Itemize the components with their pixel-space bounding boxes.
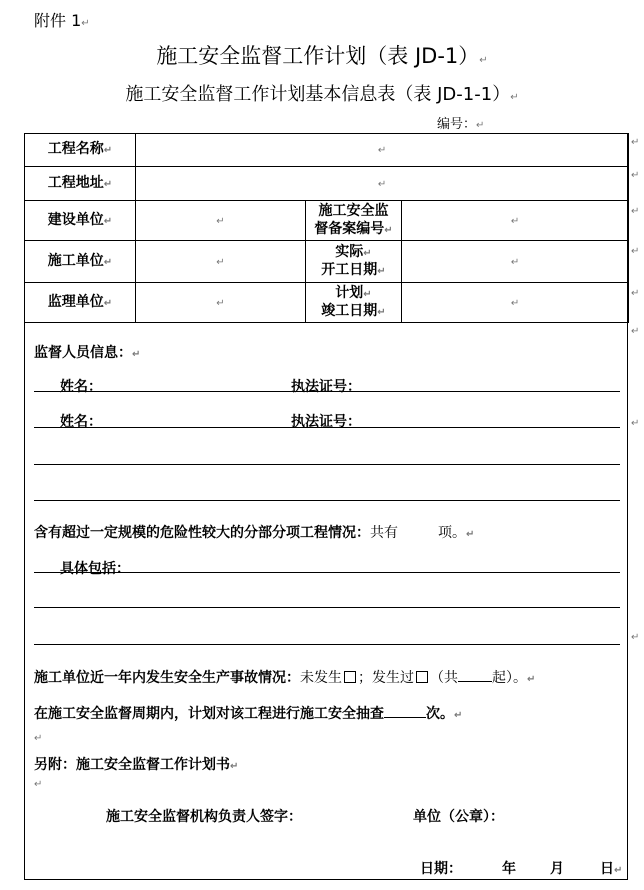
para-mark: ↵ bbox=[631, 418, 640, 429]
date-year: 年 bbox=[502, 861, 516, 877]
para-mark: ↵ bbox=[34, 733, 43, 744]
serial-number-label: 编号：↵ bbox=[437, 117, 485, 132]
value-record-number[interactable]: ↵ bbox=[402, 201, 629, 241]
inspector-info-label: 监督人员信息：↵ bbox=[34, 345, 141, 361]
para-mark: ↵ bbox=[631, 288, 640, 299]
inspector-1-cert-label: 执法证号： bbox=[291, 379, 361, 395]
para-mark: ↵ bbox=[631, 632, 640, 643]
label-project-name: 工程名称↵ bbox=[25, 134, 136, 167]
basic-info-table bbox=[24, 133, 629, 323]
label-builder: 建设单位↵ bbox=[25, 201, 136, 241]
label-finish-date: 计划↵ 竣工日期↵ bbox=[306, 283, 402, 323]
value-builder[interactable]: ↵ bbox=[136, 201, 306, 241]
label-contractor: 施工单位↵ bbox=[25, 241, 136, 283]
label-record-number: 施工安全监 督备案编号↵ bbox=[306, 201, 402, 241]
inspector-1-line[interactable] bbox=[34, 391, 620, 392]
signature-label: 施工安全监督机构负责人签字： bbox=[106, 809, 302, 825]
inspection-plan-line: 在施工安全监督周期内，计划对该工程进行施工安全抽查 次。↵ bbox=[34, 706, 463, 722]
inspector-blank-line-1[interactable] bbox=[34, 464, 620, 465]
para-mark: ↵ bbox=[631, 170, 640, 181]
para-mark: ↵ bbox=[631, 246, 640, 257]
occurred-checkbox[interactable] bbox=[416, 671, 428, 683]
seal-label: 单位（公章）： bbox=[413, 809, 504, 825]
accident-status-line: 施工单位近一年内发生安全生产事故情况：未发生 ；发生过 （共 起）。↵ bbox=[34, 670, 536, 686]
inspector-blank-line-2[interactable] bbox=[34, 500, 620, 501]
page-title: 施工安全监督工作计划（表 JD-1）↵ bbox=[156, 44, 488, 68]
inspector-2-line[interactable] bbox=[34, 427, 620, 428]
page-subtitle: 施工安全监督工作计划基本信息表（表 JD-1-1）↵ bbox=[125, 84, 519, 105]
details-line-2[interactable] bbox=[34, 607, 620, 608]
hazard-projects-line: 含有超过一定规模的危险性较大的分部分项工程情况：共有 项。↵ bbox=[34, 525, 475, 541]
value-finish-date[interactable]: ↵ bbox=[402, 283, 629, 323]
value-start-date[interactable]: ↵ bbox=[402, 241, 629, 283]
attachment-label: 附件 1↵ bbox=[34, 11, 90, 30]
label-supervisor: 监理单位↵ bbox=[25, 283, 136, 323]
details-line-3[interactable] bbox=[34, 644, 620, 645]
appendix-line: 另附：施工安全监督工作计划书↵ bbox=[34, 757, 239, 773]
date-month: 月 bbox=[550, 861, 564, 877]
value-contractor[interactable]: ↵ bbox=[136, 241, 306, 283]
para-mark: ↵ bbox=[631, 137, 640, 148]
value-project-name[interactable]: ↵ bbox=[136, 134, 629, 167]
label-project-address: 工程地址↵ bbox=[25, 167, 136, 201]
inspector-2-name-label: 姓名： bbox=[60, 414, 102, 430]
inspector-1-name-label: 姓名： bbox=[60, 379, 102, 395]
para-mark: ↵ bbox=[34, 779, 43, 790]
value-project-address[interactable]: ↵ bbox=[136, 167, 629, 201]
date-label: 日期： bbox=[420, 861, 462, 877]
details-line-1[interactable] bbox=[34, 572, 620, 573]
para-mark: ↵ bbox=[631, 206, 640, 217]
inspector-2-cert-label: 执法证号： bbox=[291, 414, 361, 430]
para-mark: ↵ bbox=[631, 326, 640, 337]
inspection-count-blank[interactable] bbox=[384, 717, 426, 718]
value-supervisor[interactable]: ↵ bbox=[136, 283, 306, 323]
not-occurred-checkbox[interactable] bbox=[344, 671, 356, 683]
accident-count-blank[interactable] bbox=[458, 681, 492, 682]
date-day: 日↵ bbox=[600, 861, 623, 877]
label-start-date: 实际↵ 开工日期↵ bbox=[306, 241, 402, 283]
details-label: 具体包括： bbox=[60, 561, 130, 577]
